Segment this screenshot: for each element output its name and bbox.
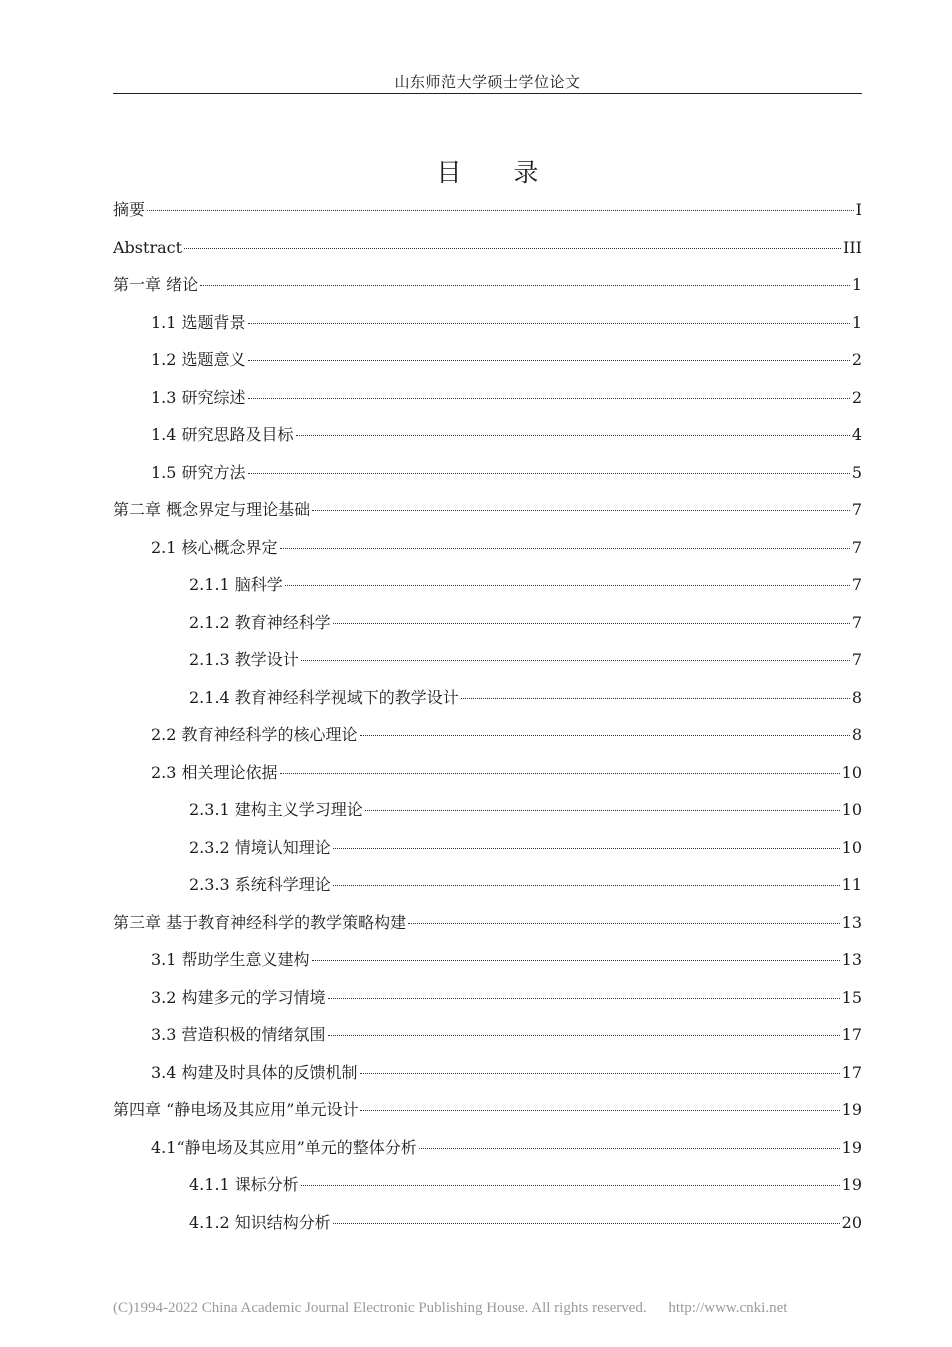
- toc-entry-label: 第四章 “静电场及其应用”单元设计: [113, 1100, 359, 1119]
- toc-entry-page: 7: [851, 650, 862, 669]
- toc-entry-label: 1.4 研究思路及目标: [151, 425, 294, 444]
- toc-entry-page: 19: [841, 1175, 862, 1194]
- toc-dot-leader: [301, 1185, 840, 1186]
- toc-entry-label: 4.1.2 知识结构分析: [189, 1212, 331, 1232]
- toc-entry-page: 7: [851, 612, 862, 632]
- toc-entry-page: 13: [841, 912, 862, 932]
- toc-dot-leader: [333, 1223, 840, 1224]
- toc-entry[interactable]: [189, 686, 862, 710]
- toc-title: 目 录: [436, 158, 561, 187]
- toc-entry-label: 2.1.1 脑科学: [189, 575, 283, 594]
- toc-entry[interactable]: [113, 273, 862, 297]
- toc-entry[interactable]: [189, 648, 862, 672]
- toc-dot-leader: [248, 473, 850, 474]
- toc-entry[interactable]: [151, 1061, 862, 1085]
- toc-dot-leader: [147, 210, 854, 211]
- toc-entry-page: 13: [841, 950, 862, 969]
- toc-entry[interactable]: [151, 986, 862, 1010]
- toc-dot-leader: [184, 248, 841, 249]
- toc-entry-label: 2.1.4 教育神经科学视域下的教学设计: [189, 687, 459, 707]
- toc-entry-page: 15: [841, 987, 862, 1007]
- footer: [113, 1300, 787, 1317]
- toc-entry[interactable]: [151, 311, 862, 335]
- toc-entry-label: 1.1 选题背景: [151, 312, 246, 332]
- toc-entry-page: 19: [841, 1100, 862, 1119]
- toc-entry-page: 10: [841, 762, 862, 782]
- toc-entry-page: III: [843, 237, 862, 257]
- toc-entry-label: 1.5 研究方法: [151, 462, 246, 482]
- toc-entry-label: 2.1.2 教育神经科学: [189, 612, 331, 632]
- toc-dot-leader: [333, 623, 850, 624]
- toc-entry-page: 7: [851, 575, 862, 594]
- toc-dot-leader: [312, 960, 840, 961]
- toc-entry-label: 2.3.1 建构主义学习理论: [189, 800, 363, 819]
- toc-dot-leader: [248, 398, 850, 399]
- toc-dot-leader: [301, 660, 850, 661]
- toc-dot-leader: [419, 1148, 840, 1149]
- toc-dot-leader: [360, 1073, 840, 1074]
- toc-entry-label: 3.2 构建多元的学习情境: [151, 987, 326, 1007]
- toc-entry[interactable]: [189, 873, 862, 897]
- toc-entry[interactable]: [189, 1173, 862, 1197]
- toc-entry-page: 8: [851, 725, 862, 744]
- toc-entry[interactable]: [151, 723, 862, 747]
- toc-entry-page: 19: [841, 1137, 862, 1157]
- toc-entry[interactable]: [151, 348, 862, 372]
- toc-entry[interactable]: [113, 498, 862, 522]
- toc-dot-leader: [360, 735, 850, 736]
- toc-dot-leader: [328, 1035, 840, 1036]
- toc-dot-leader: [248, 360, 850, 361]
- toc-dot-leader: [312, 510, 850, 511]
- toc-entry-page: 2: [851, 350, 862, 369]
- toc-entry-label: 1.2 选题意义: [151, 350, 246, 369]
- toc-entry[interactable]: [113, 1098, 862, 1122]
- toc-entry-page: 1: [851, 275, 862, 294]
- toc-dot-leader: [296, 435, 850, 436]
- footer-url: http://www.cnki.net: [668, 1300, 788, 1316]
- toc-dot-leader: [280, 548, 850, 549]
- toc-entry-page: 5: [851, 462, 862, 482]
- toc-entry-page: 10: [841, 837, 862, 857]
- toc-entry[interactable]: [189, 1211, 862, 1235]
- toc-entry[interactable]: [151, 1023, 862, 1047]
- toc-entry-page: 7: [851, 537, 862, 557]
- toc-entry[interactable]: [151, 536, 862, 560]
- toc-entry-label: 3.1 帮助学生意义建构: [151, 950, 310, 969]
- toc-entry-label: 2.2 教育神经科学的核心理论: [151, 725, 358, 744]
- toc-entry[interactable]: [189, 611, 862, 635]
- toc-entry[interactable]: [151, 423, 862, 447]
- toc-entry-page: 8: [851, 687, 862, 707]
- toc-entry-page: 17: [841, 1025, 862, 1044]
- toc-dot-leader: [248, 323, 850, 324]
- toc-entry-label: 3.4 构建及时具体的反馈机制: [151, 1062, 358, 1082]
- toc-dot-leader: [328, 998, 840, 999]
- toc-dot-leader: [360, 1110, 839, 1111]
- toc-entry[interactable]: [151, 948, 862, 972]
- toc-entry-page: 4: [851, 425, 862, 444]
- toc-entry[interactable]: [151, 761, 862, 785]
- toc-entry-label: 2.3.2 情境认知理论: [189, 837, 331, 857]
- toc-dot-leader: [333, 848, 840, 849]
- toc-dot-leader: [333, 885, 840, 886]
- toc-entry-label: 1.3 研究综述: [151, 387, 246, 407]
- toc-entry[interactable]: [113, 236, 862, 260]
- toc-entry[interactable]: [189, 798, 862, 822]
- toc-dot-leader: [408, 923, 840, 924]
- toc-entry-page: 11: [841, 875, 862, 894]
- toc-entry-label: 第二章 概念界定与理论基础: [113, 500, 311, 519]
- footer-copyright: (C)1994-2022 China Academic Journal Electronic Publishing House. All rights reserved.: [113, 1300, 647, 1316]
- toc-entry-label: 2.1.3 教学设计: [189, 650, 299, 669]
- toc-dot-leader: [365, 810, 840, 811]
- toc-entry[interactable]: [151, 386, 862, 410]
- toc-dot-leader: [200, 285, 850, 286]
- toc-entry[interactable]: [189, 836, 862, 860]
- toc-dot-leader: [285, 585, 850, 586]
- toc-entry-label: 2.3.3 系统科学理论: [189, 875, 331, 894]
- toc-entry-label: 第一章 绪论: [113, 275, 199, 294]
- toc-entry[interactable]: [113, 911, 862, 935]
- toc-entry-page: I: [855, 200, 862, 219]
- toc-entry-label: 4.1.1 课标分析: [189, 1175, 299, 1194]
- toc-entry-label: 4.1“静电场及其应用”单元的整体分析: [151, 1137, 417, 1157]
- toc-entry-label: 摘要: [113, 200, 146, 219]
- toc-entry-page: 1: [851, 312, 862, 332]
- toc-entry[interactable]: [151, 461, 862, 485]
- toc-entry-page: 10: [841, 800, 862, 819]
- toc-entry-label: 2.1 核心概念界定: [151, 537, 278, 557]
- toc-entry-label: Abstract: [113, 237, 183, 257]
- toc-entry-page: 17: [841, 1062, 862, 1082]
- toc-entry-page: 7: [851, 500, 862, 519]
- toc-entry[interactable]: [151, 1136, 862, 1160]
- toc-entry[interactable]: [189, 573, 862, 597]
- toc-dot-leader: [280, 773, 840, 774]
- toc-entry-label: 2.3 相关理论依据: [151, 762, 278, 782]
- toc-entry[interactable]: [113, 198, 862, 222]
- toc-entry-label: 3.3 营造积极的情绪氛围: [151, 1025, 326, 1044]
- running-header: 山东师范大学硕士学位论文: [394, 73, 581, 91]
- toc-entry-page: 20: [841, 1212, 862, 1232]
- toc-entry-page: 2: [851, 387, 862, 407]
- toc-dot-leader: [461, 698, 850, 699]
- toc-entry-label: 第三章 基于教育神经科学的教学策略构建: [113, 912, 407, 932]
